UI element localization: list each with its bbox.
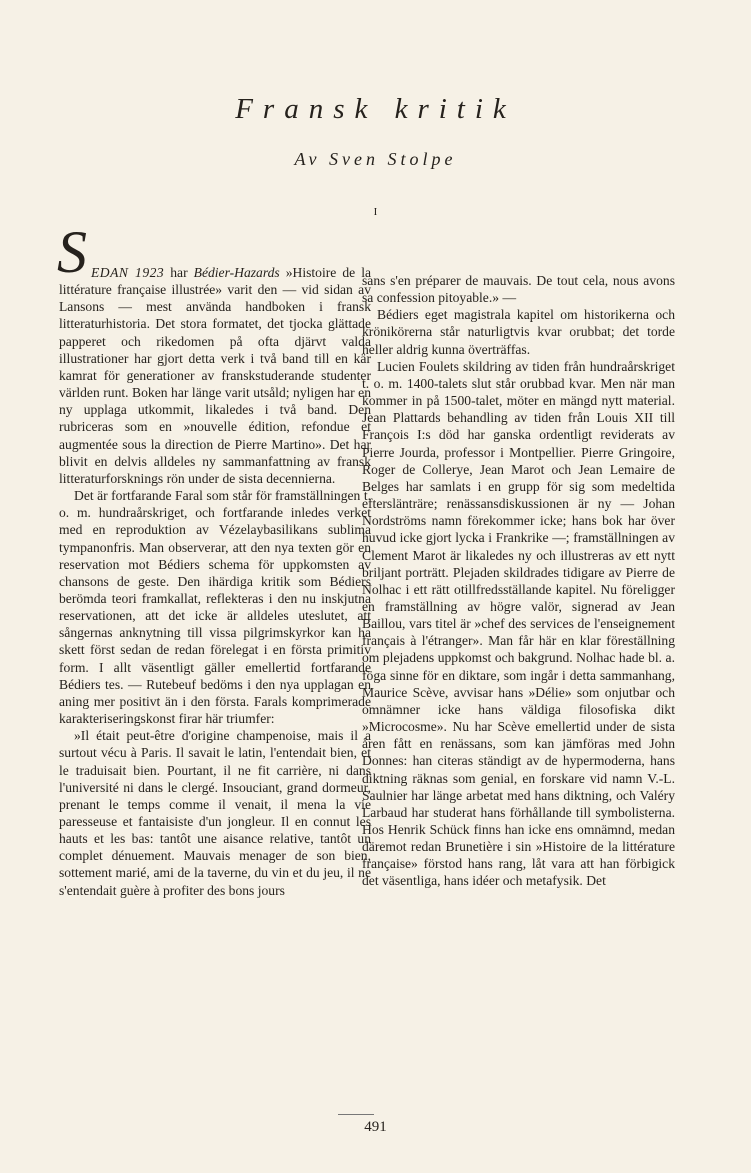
left-paragraph-1 bbox=[57, 219, 372, 487]
footer-rule bbox=[338, 1114, 374, 1115]
right-paragraph-3: Lucien Foulets skildring av tiden från hundraårskriget t. o. m. 1400-talets slut står orubbad kvar. Men när man kommer in på 1500-talet, möter en mängd nytt material. Jean Plattards behandling av tiden från Louis XII till François I:s död har ganska ordentligt reviderats av Pierre Jourda, professor i Montpellier. Pierre Gringoire, Roger de Collerye, Jean Marot och Jean Lemaire de Belges har samlats i en grupp för sig som medeltida efterslänträre; renässansdiskussionen är ny — Johan Nordströms namn förekommer icke; hans bok har över huvud icke gjort lycka i Frankrike —; framställningen av Clement Marot är likaledes ny och illustreras av ett nytt briljant porträtt. Plejaden skildrades tidigare av Pierre de Nolhac i ett rätt otillfredsställande kapitel. Nu föreligger en framställning av högre valör, signerad av Jean Baillou, vars titel är »chef des services de l'enseignement français à l'étranger». Man får här en klar föreställning om plejadens uppkomst och bakgrund. Nolhac hade bl. a. föga sinne för en diktare, som ingår i detta sammanhang, Maurice Scève, avvisar hans »Délie» som onjutbar och omnämner icke hans väldiga filosofiska dikt »Microcosme». Nu har Scève emellertid under de sista åren fått en renässans, som kan jämföras med John Donnes: han citeras ständigt av de hypermoderna, hans diktning räknas som genial, en forskare vid namn V.-L. Saulnier har länge arbetat med hans diktning, och Valéry Larbaud har studerat hans förhållande till symbolisterna. Hos Henrik Schück finns han icke ens omnämnd, medan däremot redan Brunetière i sin »Histoire de la littérature française» förstod hans rang, låt vara att han förbigick det väsentliga, hans idéer och metafysik. Det bbox=[362, 358, 675, 889]
right-column bbox=[362, 272, 675, 890]
lead-small-caps: EDAN 1923 bbox=[91, 265, 165, 280]
lead-connector: har bbox=[164, 265, 194, 280]
article-byline: Av Sven Stolpe bbox=[294, 149, 457, 169]
article-title: Fransk kritik bbox=[235, 93, 516, 125]
left-column bbox=[57, 219, 372, 899]
left-paragraph-2: Det är fortfarande Faral som står för framställningen t. o. m. hundraårskriget, och fortfarande inledes verket med en reproduktion av Vézelaybasilikans sublima tympanonfris. Man observerar, att den nya texten gör en reservation mot Bédiers schema för uppkomsten av chansons de geste. Den ihärdiga kritik som Bédiers berömda teori framkallat, reflekteras i den nu inskjutna reservationen, att det icke är alldeles uteslutet, att sångernas anknytning till vissa pilgrimskyrkor kan ha skett först sedan de redan förelegat i en första primitiv form. I allt väsentligt gäller emellertid fortfarande Bédiers tes. — Rutebeuf bedöms i den nya upplagan en aning mer positivt än i den första. Farals komprimerade karakteriseringskonst firar här triumfer: bbox=[59, 488, 371, 727]
lead-italic-title: Bédier-Hazards bbox=[193, 265, 280, 280]
right-paragraph-2: Bédiers eget magistrala kapitel om historikerna och krönikörerna står naturligtvis kvar orubbat; det torde heller aldrig kunna överträffas. bbox=[362, 307, 675, 357]
left-paragraph-1-text: »Histoire de la littérature française illustrée» varit den — vid sidan av Lansons — mest använda handboken i fransk litteraturhistoria. Det stora formatet, det tjocka glättade papperet och rikedomen på ofta djärvt valda illustrationer har gjort detta verk i två band till en kär kamrat för generationer av franskstuderande studenter världen runt. Boken har länge varit utsåld; nyligen har en ny upplaga utkommit, likaledes i två band. Den rubriceras som en »nouvelle édition, refondue et augmentée sous la direction de Pierre Martino». Det har blivit en delvis alldeles ny sammanfattning av fransk litteraturforsknings rön under de sista decennierna. bbox=[59, 265, 372, 486]
left-paragraph-3: »Il était peut-être d'origine champenoise, mais il a surtout vécu à Paris. Il savait le latin, l'entendait bien, et le traduisait bien. Pourtant, il ne fit carrière, ni dans l'université ni dans le clergé. Insouciant, grand dormeur, prenant le temps comme il venait, il mena la vie paresseuse et fantaisiste d'un jongleur. Il en connut les hauts et les bas: tantôt une aisance relative, tantôt un complet dénuement. Mauvais menager de son bien, sottement marié, ami de la taverne, du vin et du jeu, il ne s'entendait guère à profiter des bons jours bbox=[59, 728, 371, 898]
drop-cap: S bbox=[57, 219, 87, 285]
page-number: 491 bbox=[364, 1119, 387, 1135]
right-paragraph-1: sans s'en préparer de mauvais. De tout cela, nous avons sa confession pitoyable.» — bbox=[362, 273, 675, 306]
section-number: I bbox=[373, 206, 378, 218]
